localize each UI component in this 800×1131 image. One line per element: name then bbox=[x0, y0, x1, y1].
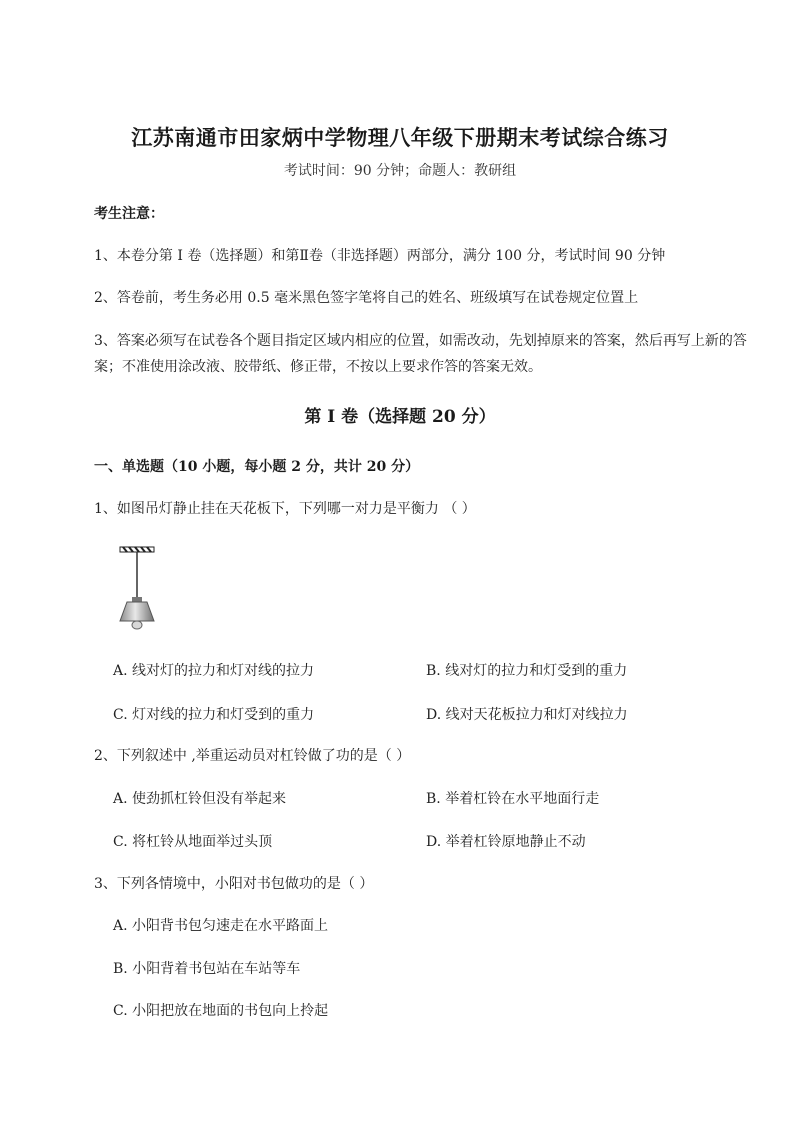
notice-item-3: 3、答案必须写在试卷各个题目指定区域内相应的位置，如需改动，先划掉原来的答案，然后再写上新的答案；不准使用涂改液、胶带纸、修正带，不按以上要求作答的答案无效。 bbox=[94, 333, 747, 375]
question-3-stem: 3、下列各情境中，小阳对书包做功的是（ ） bbox=[94, 876, 374, 892]
question-1-option-b: B. 线对灯的拉力和灯受到的重力 bbox=[426, 663, 628, 679]
question-3-option-b: B. 小阳背着书包站在车站等车 bbox=[113, 961, 301, 977]
notice-heading: 考生注意： bbox=[94, 206, 164, 222]
question-1-stem: 1、如图吊灯静止挂在天花板下，下列哪一对力是平衡力 （ ） bbox=[94, 501, 476, 517]
question-2-option-c: C. 将杠铃从地面举过头顶 bbox=[113, 834, 273, 850]
part-heading: 一、单选题（10 小题，每小题 2 分，共计 20 分） bbox=[94, 459, 420, 475]
question-1-option-d: D. 线对天花板拉力和灯对线拉力 bbox=[426, 707, 628, 723]
exam-subtitle: 考试时间：90 分钟；命题人：教研组 bbox=[283, 163, 517, 179]
question-2-option-d: D. 举着杠铃原地静止不动 bbox=[426, 834, 586, 850]
exam-title: 江苏南通市田家炳中学物理八年级下册期末考试综合练习 bbox=[131, 125, 669, 150]
question-2-option-a: A. 使劲抓杠铃但没有举起来 bbox=[113, 791, 287, 807]
ceiling-lamp-icon bbox=[112, 545, 162, 633]
question-1-option-a: A. 线对灯的拉力和灯对线的拉力 bbox=[113, 663, 315, 679]
question-1-option-c: C. 灯对线的拉力和灯受到的重力 bbox=[113, 707, 315, 723]
section-title: 第 I 卷（选择题 20 分） bbox=[304, 407, 496, 427]
notice-item-1: 1、本卷分第 I 卷（选择题）和第Ⅱ卷（非选择题）两部分，满分 100 分，考试时间 90 分钟 bbox=[94, 248, 666, 264]
question-3-option-c: C. 小阳把放在地面的书包向上拎起 bbox=[113, 1003, 329, 1019]
notice-item-2: 2、答卷前，考生务必用 0.5 毫米黑色签字笔将自己的姓名、班级填写在试卷规定位置上 bbox=[94, 290, 639, 306]
question-2-stem: 2、下列叙述中 ,举重运动员对杠铃做了功的是（ ） bbox=[94, 748, 411, 764]
question-3-option-a: A. 小阳背书包匀速走在水平路面上 bbox=[113, 918, 329, 934]
question-2-option-b: B. 举着杠铃在水平地面行走 bbox=[426, 791, 600, 807]
